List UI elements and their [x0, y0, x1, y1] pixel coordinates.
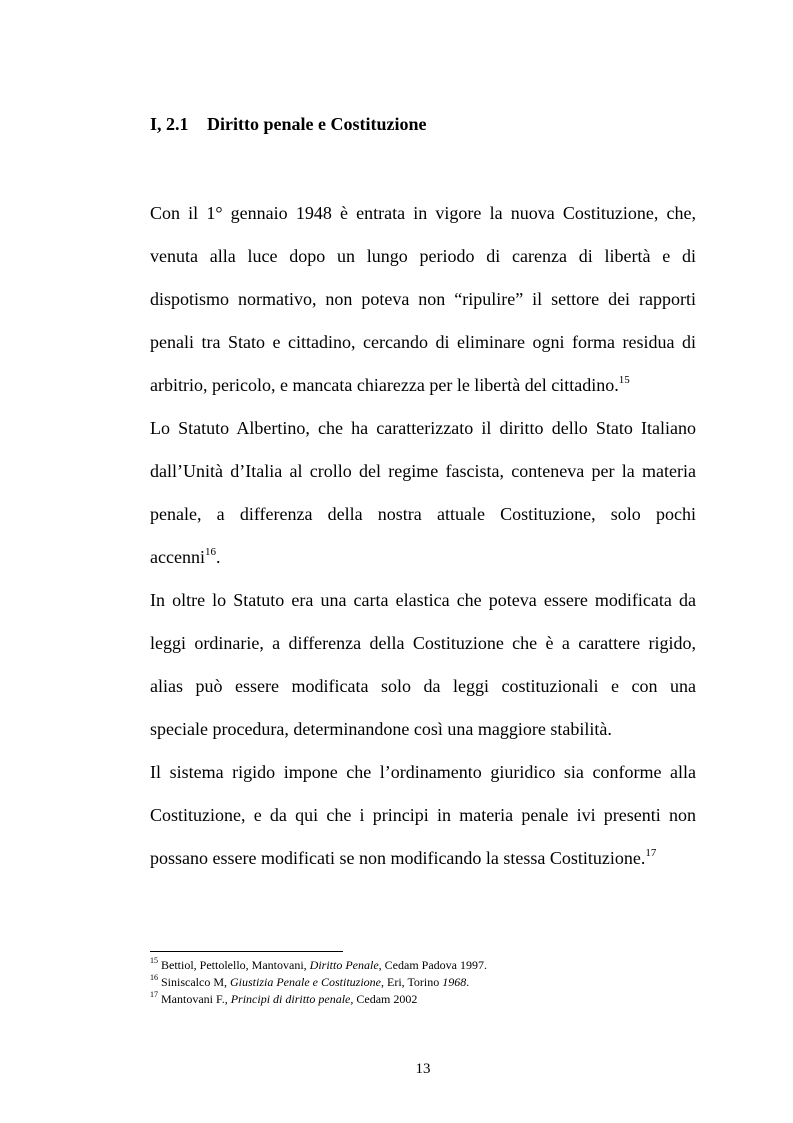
paragraph-3-line: leggi ordinarie, a differenza della Costituzione che è a carattere rigido, [150, 633, 696, 653]
footnote-15 [150, 957, 487, 974]
paragraph-2-text: accenni [150, 547, 205, 567]
paragraph-4-line: Il sistema rigido impone che l’ordinamento giuridico sia conforme alla [150, 762, 696, 782]
paragraph-1-line: Con il 1° gennaio 1948 è entrata in vigore la nuova Costituzione, che, [150, 203, 696, 223]
footnote-ref-15[interactable]: 15 [618, 374, 630, 386]
footnote-text: Siniscalco M, [161, 975, 230, 989]
paragraph-1-text: arbitrio, pericolo, e mancata chiarezza per le libertà del cittadino. [150, 375, 619, 395]
footnote-title: Principi di diritto penale, [230, 992, 354, 1006]
paragraph-3-line: In oltre lo Statuto era una carta elastica che poteva essere modificata da [150, 590, 696, 610]
paragraph-1-line: venuta alla luce dopo un lungo periodo di carenza di libertà e di [150, 246, 696, 266]
footnote-title: Giustizia Penale e Costituzione [230, 975, 381, 989]
footnote-16 [150, 974, 487, 991]
paragraph-4-text: possano essere modificati se non modificando la stessa Costituzione. [150, 848, 646, 868]
footnote-number: 16 [150, 973, 158, 982]
footnote-text: , Cedam Padova 1997. [378, 958, 487, 972]
footnote-ref-17[interactable]: 17 [645, 847, 657, 859]
paragraph-4-line: Costituzione, e da qui che i principi in materia penale ivi presenti non [150, 805, 696, 825]
footnote-text: Mantovani F., [161, 992, 231, 1006]
footnote-text: Cedam 2002 [353, 992, 418, 1006]
footnote-number: 15 [150, 956, 158, 965]
paragraph-1-line: penali tra Stato e cittadino, cercando di eliminare ogni forma residua di [150, 332, 696, 352]
footnote-17 [150, 991, 487, 1008]
paragraph-1-line: dispotismo normativo, non poteva non “ripulire” il settore dei rapporti [150, 289, 696, 309]
paragraph-2-line: penale, a differenza della nostra attuale Costituzione, solo pochi [150, 504, 696, 524]
footnote-text: . [466, 975, 470, 989]
paragraph-2-line: dall’Unità d’Italia al crollo del regime fascista, conteneva per la materia [150, 461, 696, 481]
paragraph-3-last-line: speciale procedura, determinandone così una maggiore stabilità. [150, 719, 612, 739]
page-number: 13 [415, 1061, 431, 1077]
body-text [150, 192, 696, 880]
paragraph-2-line: Lo Statuto Albertino, che ha caratterizzato il diritto dello Stato Italiano [150, 418, 696, 438]
section-number: I, 2.1 [150, 114, 189, 134]
footnote-text: , Eri, Torino [381, 975, 443, 989]
footnote-number: 17 [150, 990, 158, 999]
section-heading [150, 114, 426, 135]
paragraph-2-last-line [150, 536, 696, 579]
paragraph-3-line: alias può essere modificata solo da leggi costituzionali e con una [150, 676, 696, 696]
paragraph-1-last-line [150, 364, 696, 407]
paragraph-4-last-line [150, 837, 696, 880]
footnote-separator [150, 951, 343, 952]
footnote-title: Diritto Penale [309, 958, 379, 972]
section-title: Diritto penale e Costituzione [207, 114, 427, 134]
footnotes [150, 957, 487, 1008]
footnote-year: 1968 [442, 975, 467, 989]
paragraph-2-tail: . [215, 547, 221, 567]
footnote-text: Bettiol, Pettolello, Mantovani, [161, 958, 310, 972]
footnote-ref-16[interactable]: 16 [204, 546, 216, 558]
